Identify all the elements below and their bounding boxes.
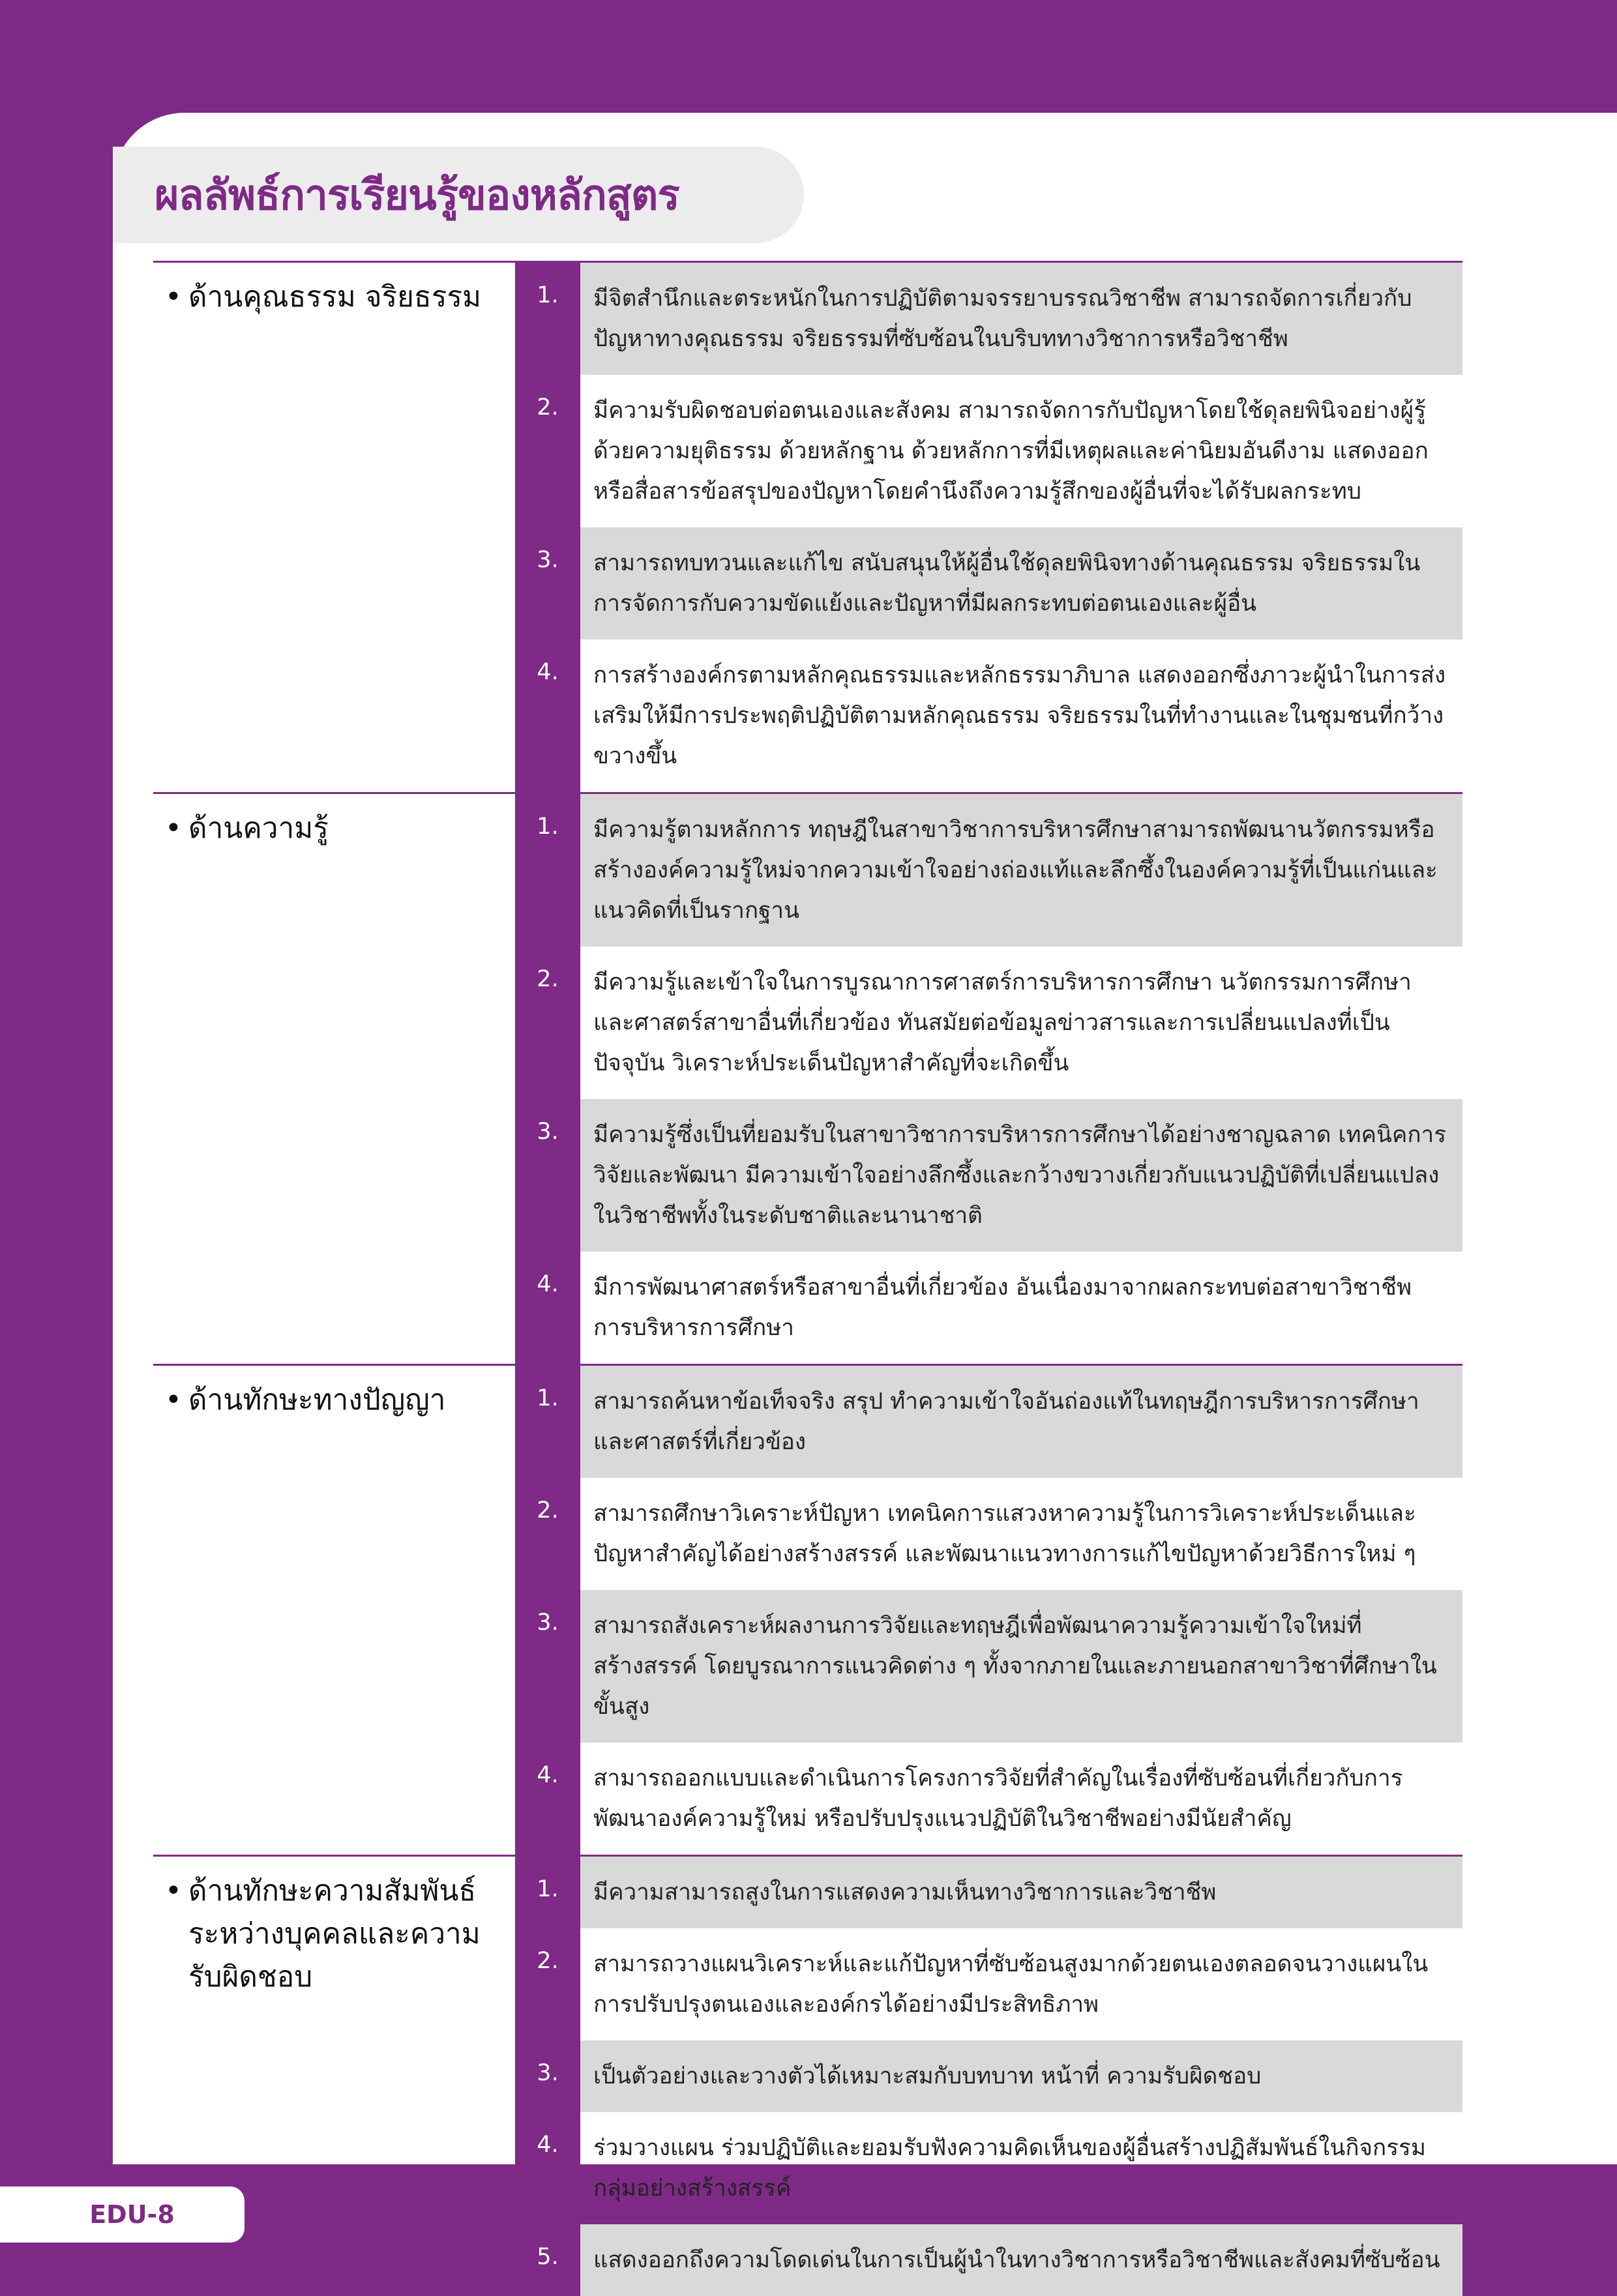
page-number: EDU-8 <box>89 2200 175 2229</box>
outcome-item <box>515 1743 1462 1855</box>
outcome-number: 3. <box>515 527 580 640</box>
outcome-item <box>515 263 1462 375</box>
outcome-item <box>515 1478 1462 1590</box>
outcome-text: สามารถศึกษาวิเคราะห์ปัญหา เทคนิคการแสวงหาความรู้ในการวิเคราะห์ประเด็นและปัญหาสำคัญได้อย่างสร้างสรรค์ และพัฒนาแนวทางการแก้ไขปัญหาด้วยวิธีการใหม่ ๆ <box>593 1501 1416 1567</box>
outcome-number: 4. <box>515 1743 580 1855</box>
outcome-number: 2. <box>515 375 580 527</box>
outcome-item <box>515 640 1462 792</box>
outcome-item <box>515 2112 1462 2224</box>
outcome-number: 1. <box>515 794 580 947</box>
outcome-number: 5. <box>515 2224 580 2296</box>
outcome-number: 2. <box>515 1478 580 1590</box>
outcome-text: มีความสามารถสูงในการแสดงความเห็นทางวิชาการและวิชาชีพ <box>580 1857 1462 1928</box>
outcome-domain <box>153 794 1462 1366</box>
page-title: ผลลัพธ์การเรียนรู้ของหลักสูตร <box>155 171 679 220</box>
outcome-text: สามารถสังเคราะห์ผลงานการวิจัยและทฤษฎีเพื่อพัฒนาความรู้ความเข้าใจใหม่ที่สร้างสรรค์ โดยบูรณาการแนวคิดต่าง ๆ ทั้งจากภายในและภายนอกสาขาวิชาที่ศึกษาในขั้นสูง <box>580 1590 1462 1743</box>
outcome-text: มีความรู้ซึ่งเป็นที่ยอมรับในสาขาวิชาการบริหารการศึกษาได้อย่างชาญฉลาด เทคนิคการวิจัยและพัฒนา มีความเข้าใจอย่างลึกซึ้งและกว้างขวางเกี่ยวกับแนวปฏิบัติที่เปลี่ยนแปลงในวิชาชีพทั้งในระดับชาติและนานาชาติ <box>580 1099 1462 1252</box>
outcome-item <box>515 1099 1462 1252</box>
outcome-list <box>515 263 1462 792</box>
outcome-item <box>515 947 1462 1099</box>
outcome-text: มีจิตสำนึกและตระหนักในการปฏิบัติตามจรรยาบรรณวิชาชีพ สามารถจัดการเกี่ยวกับปัญหาทางคุณธรรม จริยธรรมที่ซับซ้อนในบริบททางวิชาการหรือวิชาชีพ <box>580 263 1462 375</box>
outcome-text: เป็นตัวอย่างและวางตัวได้เหมาะสมกับบทบาท หน้าที่ ความรับผิดชอบ <box>580 2040 1462 2112</box>
outcome-list <box>515 794 1462 1364</box>
outcome-number: 3. <box>515 2040 580 2112</box>
outcome-domain <box>153 1366 1462 1857</box>
outcome-item <box>515 1928 1462 2040</box>
outcome-text: มีความรับผิดชอบต่อตนเองและสังคม สามารถจัดการกับปัญหาโดยใช้ดุลยพินิจอย่างผู้รู้ด้วยความยุติธรรม ด้วยหลักฐาน ด้วยหลักการที่มีเหตุผลและค่านิยมอันดีงาม แสดงออกหรือสื่อสารข้อสรุปของปัญหาโดยคำนึงถึงความรู้สึกของผู้อื่นที่จะได้รับผลกระทบ <box>593 398 1429 505</box>
outcome-item <box>515 1366 1462 1478</box>
domain-label: • ด้านทักษะความสัมพันธ์ระหว่างบุคคลและความรับผิดชอบ <box>165 1870 502 1999</box>
outcome-text: สามารถออกแบบและดำเนินการโครงการวิจัยที่สำคัญในเรื่องที่ซับซ้อนที่เกี่ยวกับการพัฒนาองค์ความรู้ใหม่ หรือปรับปรุงแนวปฏิบัติในวิชาชีพอย่างมีนัยสำคัญ <box>593 1765 1403 1832</box>
domain-label: • ด้านทักษะทางปัญญา <box>165 1379 502 1422</box>
outcome-number: 4. <box>515 1252 580 1364</box>
outcome-item <box>515 375 1462 527</box>
outcome-text: มีการพัฒนาศาสตร์หรือสาขาอื่นที่เกี่ยวข้อง อันเนื่องมาจากผลกระทบต่อสาขาวิชาชีพการบริหารการศึกษา <box>593 1274 1412 1341</box>
domain-label: • ด้านความรู้ <box>165 807 502 850</box>
outcome-number: 3. <box>515 1590 580 1743</box>
outcome-number: 3. <box>515 1099 580 1252</box>
outcome-number: 1. <box>515 263 580 375</box>
outcome-number: 4. <box>515 640 580 792</box>
outcome-item <box>515 2224 1462 2296</box>
outcome-text: ร่วมวางแผน ร่วมปฏิบัติและยอมรับฟังความคิดเห็นของผู้อื่นสร้างปฏิสัมพันธ์ในกิจกรรมกลุ่มอย่างสร้างสรรค์ <box>593 2135 1426 2201</box>
outcome-text: สามารถทบทวนและแก้ไข สนับสนุนให้ผู้อื่นใช้ดุลยพินิจทางด้านคุณธรรม จริยธรรมในการจัดการกับความขัดแย้งและปัญหาที่มีผลกระทบต่อตนเองและผู้อื่น <box>580 527 1462 640</box>
learning-outcomes-table <box>153 261 1462 2296</box>
outcome-item <box>515 527 1462 640</box>
outcome-item <box>515 1857 1462 1928</box>
outcome-item <box>515 794 1462 947</box>
outcome-text: สามารถวางแผนวิเคราะห์และแก้ปัญหาที่ซับซ้อนสูงมากด้วยตนเองตลอดจนวางแผนในการปรับปรุงตนเองและองค์กรได้อย่างมีประสิทธิภาพ <box>593 1951 1429 2018</box>
outcome-text: มีความรู้ตามหลักการ ทฤษฎีในสาขาวิชาการบริหารศึกษาสามารถพัฒนานวัตกรรมหรือสร้างองค์ความรู้ใหม่จากความเข้าใจอย่างถ่องแท้และลึกซึ้งในองค์ความรู้ที่เป็นแก่นและแนวคิดที่เป็นรากฐาน <box>580 794 1462 947</box>
title-banner <box>113 147 804 243</box>
outcome-text: สามารถค้นหาข้อเท็จจริง สรุป ทำความเข้าใจอันถ่องแท้ในทฤษฎีการบริหารการศึกษาและศาสตร์ที่เกี่ยวข้อง <box>580 1366 1462 1478</box>
outcome-item <box>515 1590 1462 1743</box>
outcome-item <box>515 1252 1462 1364</box>
outcome-number: 1. <box>515 1366 580 1478</box>
outcome-number: 4. <box>515 2112 580 2224</box>
outcome-text: มีความรู้และเข้าใจในการบูรณาการศาสตร์การบริหารการศึกษา นวัตกรรมการศึกษาและศาสตร์สาขาอื่นที่เกี่ยวข้อง ทันสมัยต่อข้อมูลข่าวสารและการเปลี่ยนแปลงที่เป็นปัจจุบัน วิเคราะห์ประเด็นปัญหาสำคัญที่จะเกิดขึ้น <box>593 969 1412 1076</box>
outcome-domain <box>153 1857 1462 2296</box>
domain-label-cell <box>153 1366 515 1855</box>
outcome-number: 2. <box>515 947 580 1099</box>
outcome-item <box>515 2040 1462 2112</box>
outcome-text: การสร้างองค์กรตามหลักคุณธรรมและหลักธรรมาภิบาล แสดงออกซึ่งภาวะผู้นำในการส่งเสริมให้มีการประพฤติปฏิบัติตามหลักคุณธรรม จริยธรรมในที่ทำงานและในชุมชนที่กว้างขวางขึ้น <box>593 662 1446 769</box>
outcome-list <box>515 1366 1462 1855</box>
outcome-domain <box>153 263 1462 794</box>
outcome-text: แสดงออกถึงความโดดเด่นในการเป็นผู้นำในทางวิชาการหรือวิชาชีพและสังคมที่ซับซ้อน <box>580 2224 1462 2296</box>
domain-label-cell <box>153 794 515 1364</box>
page-number-badge <box>0 2186 245 2243</box>
domain-label-cell <box>153 263 515 792</box>
domain-label: • ด้านคุณธรรม จริยธรรม <box>165 276 502 319</box>
outcome-number: 1. <box>515 1857 580 1928</box>
outcome-list <box>515 1857 1462 2296</box>
outcome-number: 2. <box>515 1928 580 2040</box>
